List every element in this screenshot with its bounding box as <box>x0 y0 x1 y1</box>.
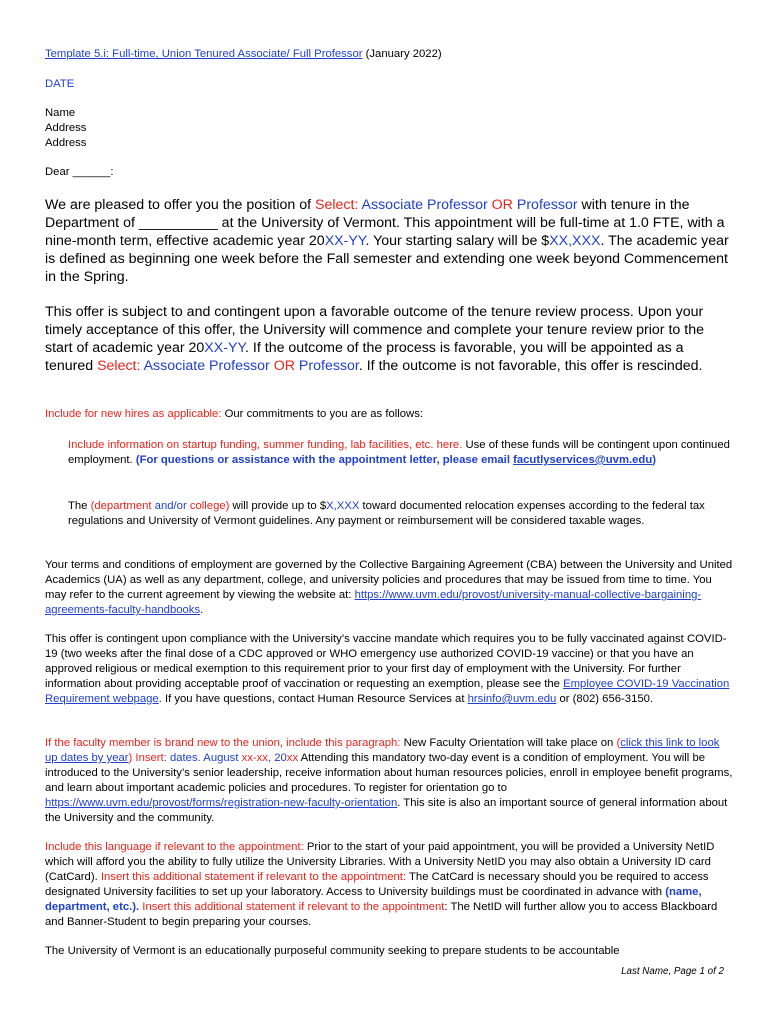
page-footer: Last Name, Page 1 of 2 <box>621 966 724 977</box>
recipient-name: Name <box>45 107 76 119</box>
hrs-email-link[interactable]: hrsinfo@uvm.edu <box>467 693 557 705</box>
date-placeholder: DATE <box>45 78 75 90</box>
netid-paragraph: Include this language if relevant to the appointment: Prior to the start of your paid appointment, you will be provided a University NetID which will afford you the ability to fully utilize the University Libraries. With a University NetID you may also obtain a University ID card (CatCard). Insert this additional statement if relevant to the appointment: The CatCard is necessary should you be required to access designated University facilities to set up your laboratory. Access to University buildings must be coordinated in advance with (name, department, etc.). Insert this additional statement if relevant to the appointment: The NetID will further allow you to access Blackboard and Banner-Student to begin preparing your courses. <box>45 841 718 928</box>
recipient-address <box>45 106 735 151</box>
cba-paragraph: Your terms and conditions of employment are governed by the Collective Bargaining Agreement (CBA) between the University and United Academics (UA) as well as any department, college, and university policies and procedures that may be issued from time to time. You may refer to the current agreement by viewing the website at: https://www.uvm.edu/provost/university-manual-collective-bargaining-agreements-faculty-handbooks. <box>45 559 733 616</box>
covid-paragraph: This offer is contingent upon compliance with the University’s vaccine mandate which requires you to be fully vaccinated against COVID-19 (two weeks after the final dose of a CDC approved or WHO emergency use authorized COVID-19 vaccine) or that you have an approved religious or medical exemption to this requirement prior to your first day of employment with the University. For further information about providing acceptable proof of vaccination or requesting an exemption, please see the Employee COVID-19 Vaccination Requirement webpage. If you have questions, contact Human Resource Services at hrsinfo@uvm.edu or (802) 656-3150. <box>45 633 730 705</box>
template-header <box>45 47 735 62</box>
closing-paragraph: The University of Vermont is an educationally purposeful community seeking to prepare students to be accountable <box>45 945 620 957</box>
recipient-address-line: Address <box>45 122 87 134</box>
tenure-paragraph: This offer is subject to and contingent upon a favorable outcome of the tenure review process. Upon your timely acceptance of this offer, the University will commence and complete your tenure review prior to the start of academic year 20XX-YY. If the outcome of the process is favorable, you will be appointed as a tenured Select: Associate Professor OR Professor. If the outcome is not favorable, this offer is rescinded. <box>45 304 704 374</box>
faculty-services-email-link[interactable]: facutlyservices@uvm.edu <box>513 454 653 466</box>
orientation-registration-link[interactable]: https://www.uvm.edu/provost/forms/registration-new-faculty-orientation <box>45 797 398 809</box>
orientation-paragraph: If the faculty member is brand new to the union, include this paragraph: New Faculty Orientation will take place on (click this link to look up dates by year) Insert: dates. August xx-xx, 20xx Attending this mandatory two-day event is a condition of employment. You will be introduced to the University’s senior leadership, receive information about human resources policies, enroll in employee benefit programs, and learn about important academic policies and procedures. To register for orientation go to https://www.uvm.edu/provost/forms/registration-new-faculty-orientation. This site is also an important source of general information about the University and the community. <box>45 737 733 824</box>
relocation-paragraph: The (department and/or college) will provide up to $X,XXX toward documented relocation expenses according to the federal tax regulations and University of Vermont guidelines. Any payment or reimbursement will be considered taxable wages. <box>68 500 705 527</box>
cba-link[interactable]: https://www.uvm.edu/provost/university-manual-collective-bargaining-agreements-faculty-handbooks <box>45 589 702 616</box>
template-date: (January 2022) <box>362 48 442 60</box>
recipient-address-line: Address <box>45 137 87 149</box>
template-link[interactable]: Template 5.i: Full-time, Union Tenured Associate/ Full Professor <box>45 48 363 60</box>
orientation-dates-link[interactable]: click this link to look up dates by year <box>45 737 720 764</box>
salutation: Dear ______: <box>45 166 114 178</box>
startup-funding-paragraph: Include information on startup funding, summer funding, lab facilities, etc. here. Use of these funds will be contingent upon continued employment. (For questions or assistance with the appointment letter, please email facutlyservices@uvm.edu) <box>68 439 730 466</box>
offer-paragraph: We are pleased to offer you the position of Select: Associate Professor OR Professor with tenure in the Department of __________ at the University of Vermont. This appointment will be full-time at 1.0 FTE, with a nine-month term, effective academic year 20XX-YY. Your starting salary will be $XX,XXX. The academic year is defined as beginning one week before the Fall semester and extending one week beyond Commencement in the Spring. <box>45 197 729 285</box>
covid-webpage-link[interactable]: Employee COVID-19 Vaccination Requirement webpage <box>45 678 730 705</box>
commitments-intro: Include for new hires as applicable: Our commitments to you are as follows: <box>45 408 423 420</box>
